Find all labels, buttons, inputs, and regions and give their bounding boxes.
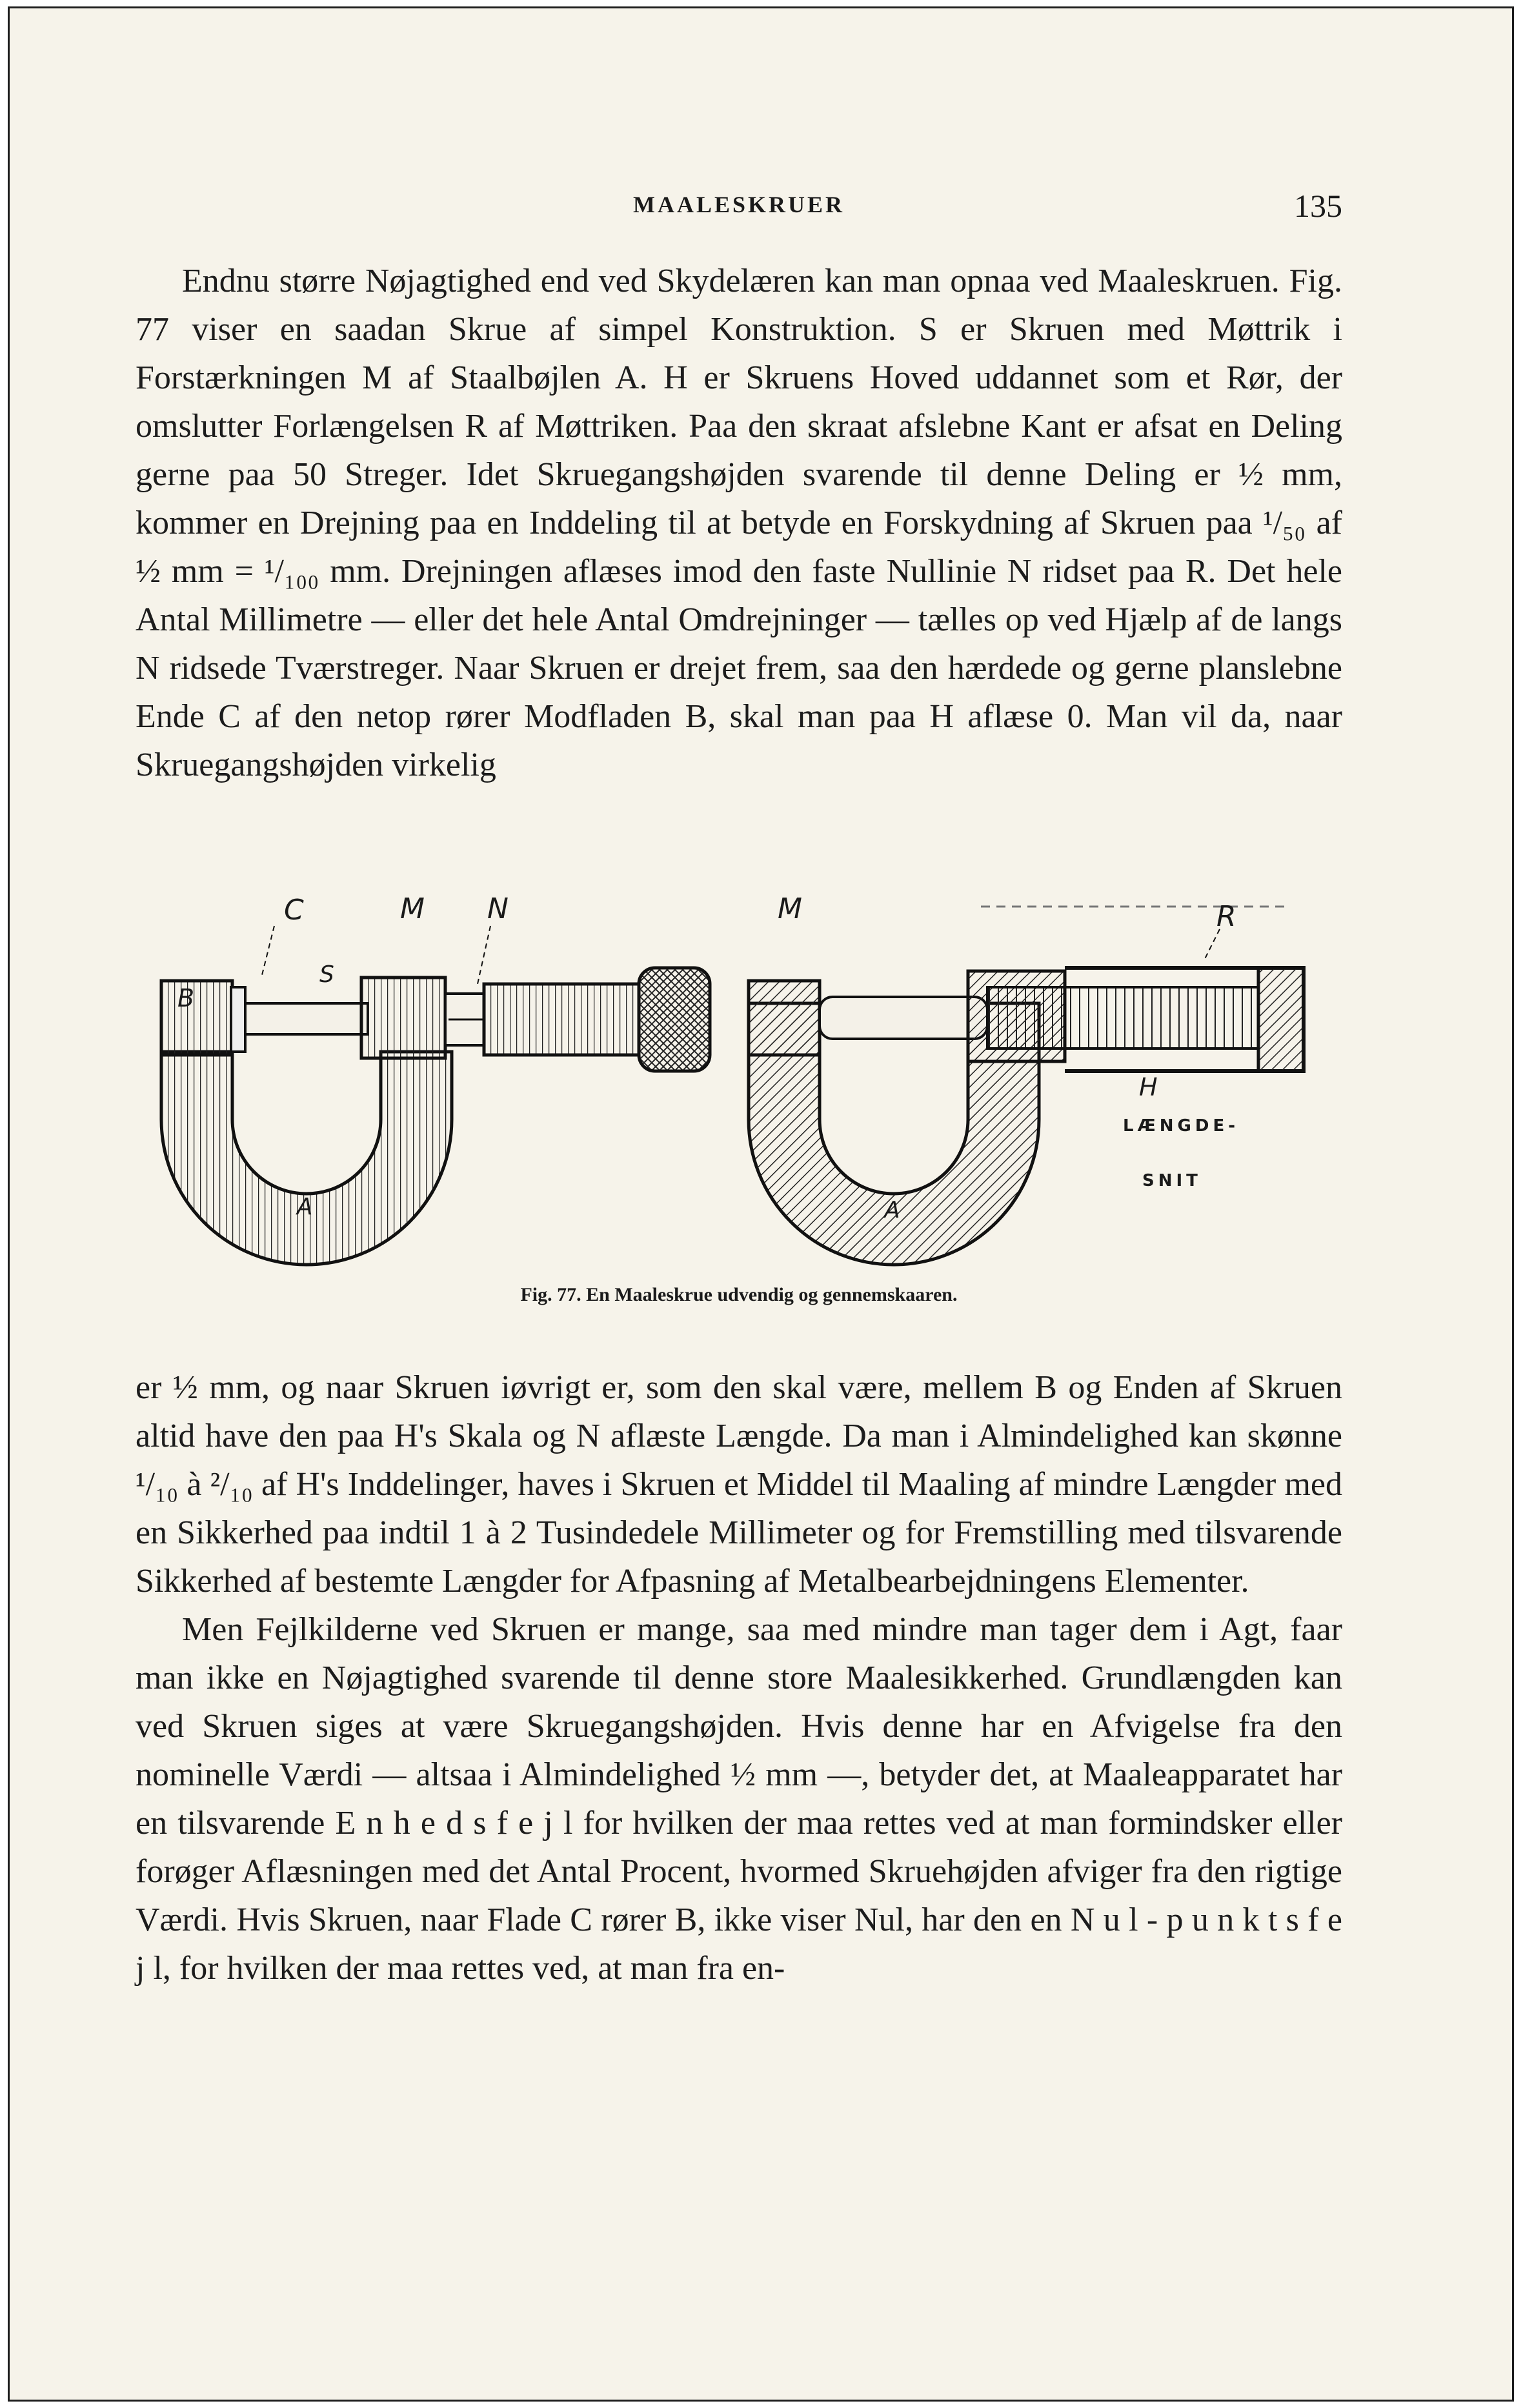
figure-caption: Fig. 77. En Maaleskrue udvendig og gennemskaaren.: [520, 1284, 958, 1305]
section-tag-snit: SNIT: [1142, 1171, 1202, 1190]
running-head: MAALESKRUER: [632, 192, 845, 217]
anvil-face: [231, 987, 245, 1052]
label-b: B: [177, 984, 195, 1012]
paragraph-1: [136, 257, 1342, 789]
page-header: [136, 187, 1342, 232]
thimble-h: [484, 984, 639, 1055]
section-tag-langde: LÆNGDE-: [1123, 1116, 1240, 1136]
figure-77: [148, 892, 1329, 1287]
spindle-s: [245, 1003, 368, 1034]
paragraph-1-text: Endnu større Nøjagtighed end ved Skydelæren kan man opnaa ved Maaleskruen. Fig. 77 viser en saadan Skrue af simpel Konstruktion. S er Skruen med Møttrik i Forstærkningen M af Staalbøjlen A. H er Skruens Hoved uddannet som et Rør, der omslutter Forlængelsen R af Møttriken. Paa den skraat afslebne Kant er afsat en Deling gerne paa 50 Streger. Idet Skruegangshøjden svarende til denne Deling er ½ mm, kommer en Drejning paa en Inddeling til at betyde en Forskydning af Skruen paa ¹/₅₀ af ½ mm = ¹/₁₀₀ mm. Drejningen aflæses imod den faste Nullinie N ridset paa R. Det hele Antal Millimetre — eller det hele Antal Omdrejninger — tælles op ved Hjælp af de langs N ridsede Tværstreger. Naar Skruen er drejet frem, saa den hærdede og gerne planslebne Ende C af den netop rører Modfladen B, skal man paa H aflæse 0. Man vil da, naar Skruegangshøjden virkelig: [136, 263, 1342, 783]
anvil-block-section: [749, 981, 820, 1055]
label-a-right: A: [884, 1197, 900, 1223]
tube-end: [1258, 968, 1304, 1071]
paragraph-2-text: er ½ mm, og naar Skruen iøvrigt er, som den skal være, mellem B og Enden af Skruen altid have den paa H's Skala og N aflæste Længde. Da man i Almindelighed kan skønne ¹/₁₀ à ²/₁₀ af H's Inddelinger, haves i Skruen et Middel til Maaling af mindre Længder med en Sikkerhed paa indtil 1 à 2 Tusindedele Millimeter og for Fremstilling med tilsvarende Sikkerhed af bestemte Længder for Afpasning af Metalbearbejdningens Elementer.: [136, 1369, 1342, 1600]
label-m-left: M: [400, 892, 425, 925]
paragraph-2: [136, 1363, 1342, 1992]
page-number: 135: [1294, 188, 1342, 224]
micrometer-section-view: [749, 907, 1304, 1265]
knurled-head: [639, 968, 710, 1071]
micrometer-external-view: [161, 968, 710, 1265]
label-r: R: [1216, 900, 1236, 933]
label-n: N: [487, 892, 509, 925]
label-a-left: A: [297, 1194, 313, 1220]
label-h: H: [1139, 1073, 1158, 1101]
paragraph-3-text: Men Fejlkilderne ved Skruen er mange, saa med mindre man tager dem i Agt, faar man ikke en Nøjagtighed svarende til denne store Maalesikkerhed. Grundlængden kan ved Skruen siges at være Skruegangshøjden. Hvis denne har en Afvigelse fra den nominelle Værdi — altsaa i Almindelighed ½ mm —, betyder det, at Maaleapparatet har en tilsvarende E n h e d s f e j l for hvilken der maa rettes ved at man formindsker eller forøger Aflæsningen med det Antal Procent, hvormed Skruehøjden afviger fra den rigtige Værdi. Hvis Skruen, naar Flade C rører B, ikke viser Nul, har den en N u l - p u n k t s f e j l, for hvilken der maa rettes ved, at man fra en-: [136, 1611, 1342, 1987]
label-c: C: [284, 894, 304, 927]
spindle-section: [820, 997, 987, 1039]
frame-a-left: [161, 1052, 452, 1265]
threaded-part: [987, 987, 1258, 1048]
anvil-block: [161, 981, 232, 1055]
label-s: S: [319, 961, 334, 988]
frame-boss-m: [361, 978, 445, 1058]
label-m-right: M: [778, 892, 802, 925]
